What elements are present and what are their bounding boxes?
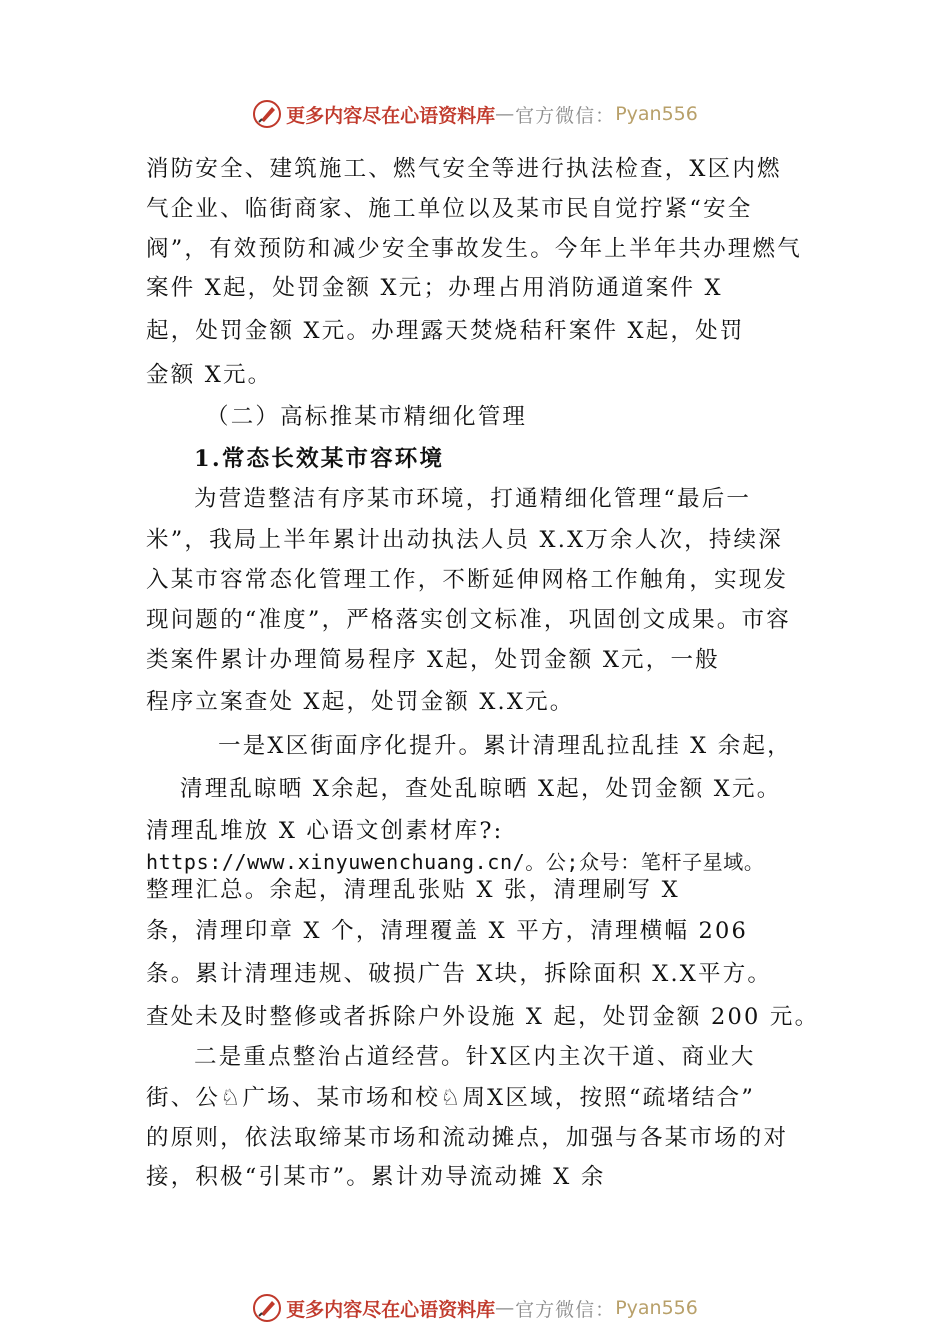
footer-separator: — xyxy=(495,1297,516,1319)
text-line: 米”，我局上半年累计出动执法人员 X.X万余人次，持续深 xyxy=(146,527,783,553)
text-line: 的原则，依法取缔某市场和流动摊点，加强与各某市场的对 xyxy=(146,1125,789,1151)
text-line: 条。累计清理违规、破损广告 X块，拆除面积 X.X平方。 xyxy=(146,961,773,987)
header-wechat-id: Pyan556 xyxy=(615,103,698,125)
header-wechat-label: 官方微信： xyxy=(515,104,616,127)
footer-brand: 更多内容尽在心语资料库 xyxy=(286,1298,496,1321)
text-line: 查处未及时整修或者拆除户外设施 X 起，处罚金额 200 元。 xyxy=(146,1004,820,1030)
text-line: 一是X区街面序化提升。累计清理乱拉乱挂 X 余起， xyxy=(218,733,792,759)
text-line: 消防安全、建筑施工、燃气安全等进行执法检查，X区内燃 xyxy=(146,156,782,182)
text-line: 入某市容常态化管理工作，不断延伸网格工作触角，实现发 xyxy=(146,567,789,593)
text-line: 气企业、临街商家、施工单位以及某市民自觉拧紧“安全 xyxy=(146,196,753,222)
header-watermark-top xyxy=(0,94,950,134)
text-line: 整理汇总。余起，清理乱张贴 X 张，清理刷写 X xyxy=(146,877,680,903)
text-line: 接，积极“引某市”。累计劝导流动摊 X 余 xyxy=(146,1164,606,1190)
text-line: 案件 X起，处罚金额 X元；办理占用消防通道案件 X xyxy=(146,275,723,301)
text-line: 程序立案查处 X起，处罚金额 X.X元。 xyxy=(146,689,575,715)
brand-logo-icon xyxy=(252,1293,282,1323)
text-line: 阀”，有效预防和减少安全事故发生。今年上半年共办理燃气 xyxy=(146,236,802,262)
section-heading: （二）高标推某市精细化管理 xyxy=(206,404,528,430)
text-line: 条，清理印章 X 个，清理覆盖 X 平方，清理横幅 206 xyxy=(146,918,749,944)
subsection-heading: 1.常态长效某市容环境 xyxy=(194,446,445,472)
text-line: 起，处罚金额 X元。办理露天焚烧秸秆案件 X起，处罚 xyxy=(146,318,745,344)
footer-watermark xyxy=(0,1288,950,1328)
text-line: 清理乱堆放 X 心语文创素材库?: xyxy=(146,818,504,844)
text-line-url: https://www.xinyuwenchuang.cn/。公;众号：笔杆子星域。 xyxy=(146,850,765,874)
header-brand: 更多内容尽在心语资料库 xyxy=(286,104,496,127)
header-separator: — xyxy=(495,103,516,125)
footer-wechat-label: 官方微信： xyxy=(515,1298,616,1321)
footer-wechat-id: Pyan556 xyxy=(615,1297,698,1319)
text-line: 类案件累计办理简易程序 X起，处罚金额 X元，一般 xyxy=(146,647,720,673)
text-line: 金额 X元。 xyxy=(146,362,273,388)
text-line: 街、公♘广场、某市场和校♘周X区域，按照“疏堵结合” xyxy=(146,1085,756,1111)
text-line: 清理乱晾晒 X余起，查处乱晾晒 X起，处罚金额 X元。 xyxy=(180,776,782,802)
text-line: 现问题的“准度”，严格落实创文标准，巩固创文成果。市容 xyxy=(146,607,791,633)
text-line: 为营造整洁有序某市环境，打通精细化管理“最后一 xyxy=(194,486,752,512)
brand-logo-icon xyxy=(252,99,282,129)
text-line: 二是重点整治占道经营。针X区内主次干道、商业大 xyxy=(194,1044,756,1070)
